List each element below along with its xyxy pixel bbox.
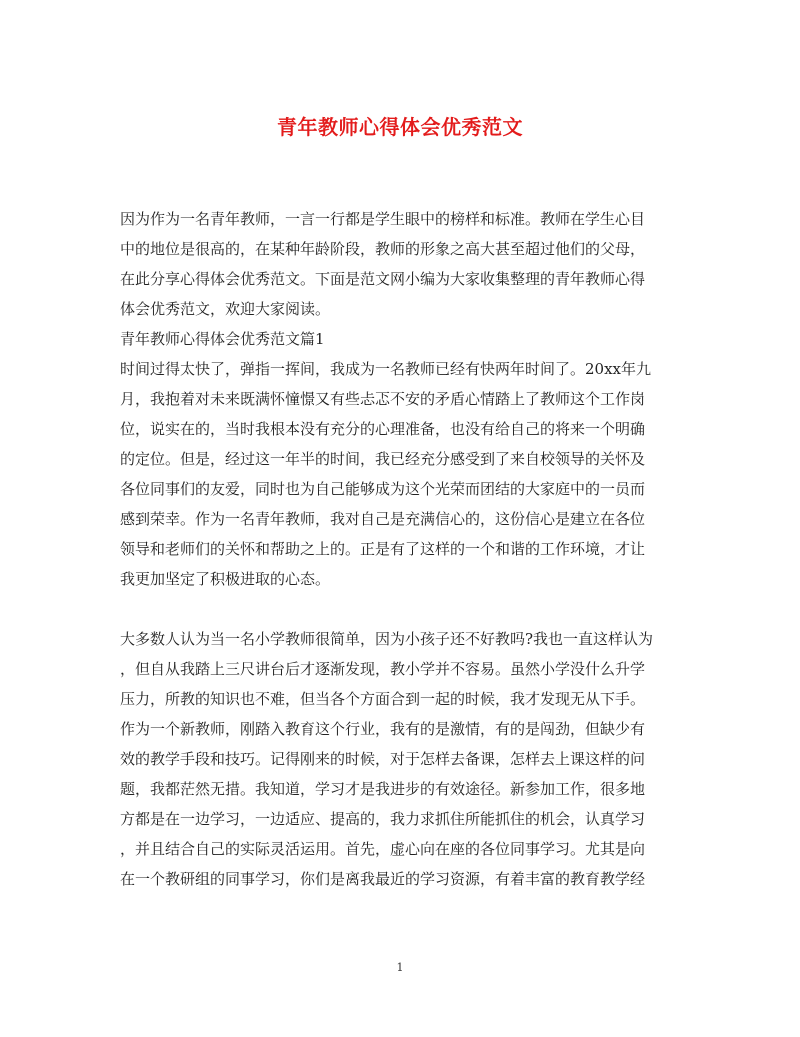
body-line: 在此分享心得体会优秀范文。下面是范文网小编为大家收集整理的青年教师心得 (120, 270, 646, 288)
body-line: 中的地位是很高的，在某种年龄阶段，教师的形象之高大甚至超过他们的父母， (120, 240, 646, 258)
body-line: 感到荣幸。作为一名青年教师，我对自己是充满信心的，这份信心是建立在各位 (120, 510, 646, 528)
body-line: 体会优秀范文，欢迎大家阅读。 (120, 300, 331, 318)
body-line: 位，说实在的，当时我根本没有充分的心理准备，也没有给自己的将来一个明确 (120, 420, 646, 438)
body-line: ，但自从我踏上三尺讲台后才逐渐发现，教小学并不容易。虽然小学没什么升学 (120, 660, 646, 678)
body-line: 各位同事们的友爱，同时也为自己能够成为这个光荣而团结的大家庭中的一员而 (120, 480, 646, 498)
body-line: 题，我都茫然无措。我知道，学习才是我进步的有效途径。新参加工作，很多地 (120, 780, 646, 798)
body-line: 在一个教研组的同事学习，你们是离我最近的学习资源，有着丰富的教育教学经 (120, 870, 646, 888)
body-line: 时间过得太快了，弹指一挥间，我成为一名教师已经有快两年时间了。20xx年九 (120, 360, 652, 378)
document-title: 青年教师心得体会优秀范文 (277, 115, 523, 139)
body-line: 因为作为一名青年教师，一言一行都是学生眼中的榜样和标准。教师在学生心目 (120, 210, 646, 228)
blank-line (120, 594, 686, 624)
body-line: 方都是在一边学习，一边适应、提高的，我力求抓住所能抓住的机会，认真学习 (120, 810, 646, 828)
body-line: 我更加坚定了积极进取的心态。 (120, 570, 331, 588)
body-line: 月，我抱着对未来既满怀憧憬又有些忐忑不安的矛盾心情踏上了教师这个工作岗 (120, 390, 646, 408)
document-body (120, 204, 686, 894)
body-line: ，并且结合自己的实际灵活运用。首先，虚心向在座的各位同事学习。尤其是向 (120, 840, 646, 858)
body-line: 的定位。但是，经过这一年半的时间，我已经充分感受到了来自校领导的关怀及 (120, 450, 646, 468)
body-line: 效的教学手段和技巧。记得刚来的时候，对于怎样去备课，怎样去上课这样的问 (120, 750, 646, 768)
body-line: 大多数人认为当一名小学教师很简单，因为小孩子还不好教吗?我也一直这样认为 (120, 630, 654, 648)
body-line: 压力，所教的知识也不难，但当各个方面合到一起的时候，我才发现无从下手。 (120, 690, 646, 708)
body-line: 作为一个新教师，刚踏入教育这个行业，我有的是激情，有的是闯劲，但缺少有 (120, 720, 646, 738)
body-line: 领导和老师们的关怀和帮助之上的。正是有了这样的一个和谐的工作环境，才让 (120, 540, 646, 558)
body-line: 青年教师心得体会优秀范文篇1 (120, 330, 325, 348)
page-number: 1 (396, 961, 404, 974)
